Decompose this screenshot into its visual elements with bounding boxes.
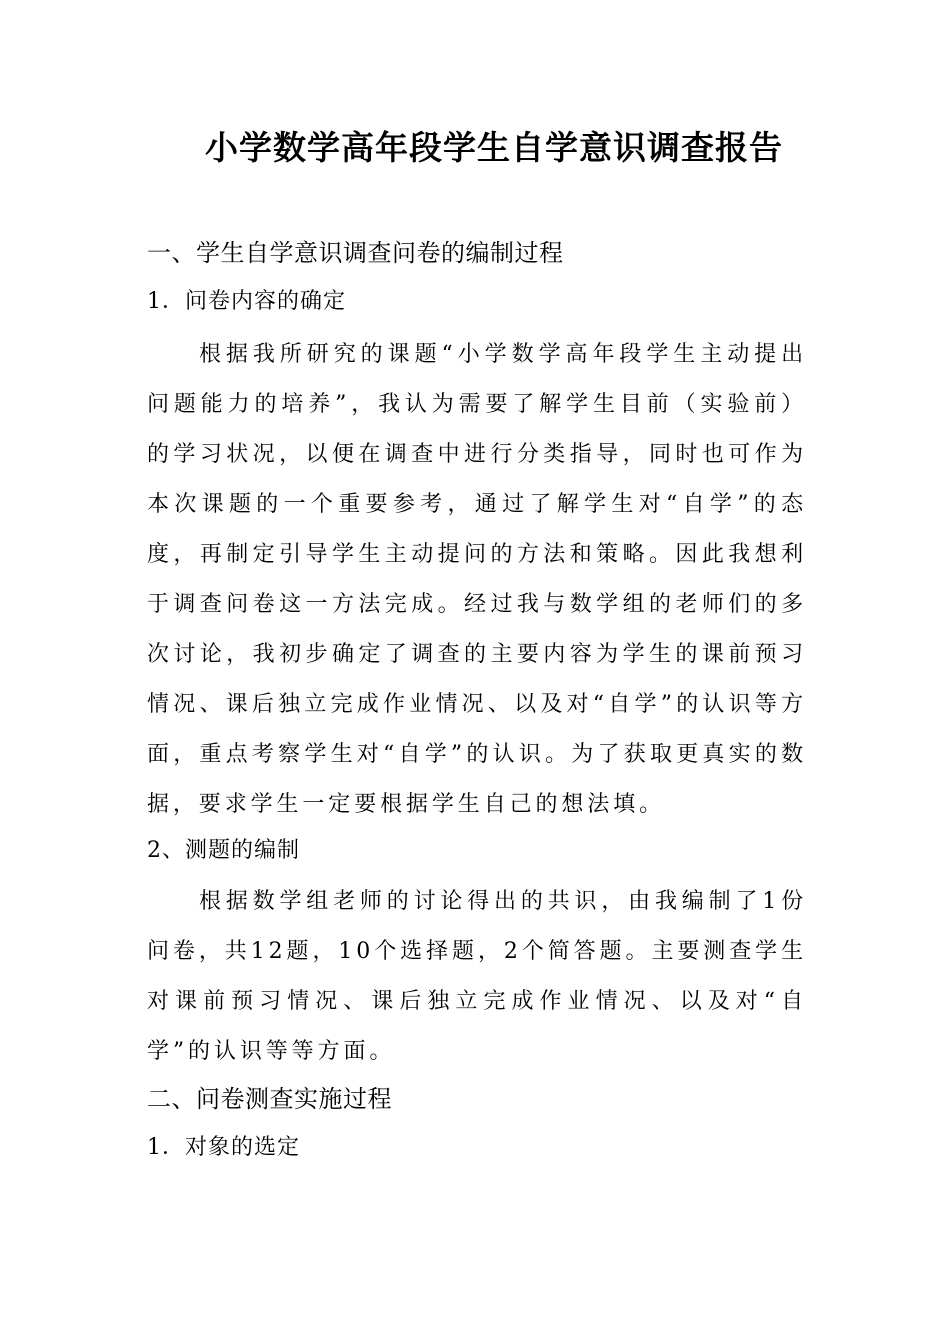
section-2-subheading-1: 1．对象的选定 [147, 1135, 300, 1160]
section-1-paragraph-1: 根据我所研究的课题“小学数学高年段学生主动提出问题能力的培养”，我认为需要了解学生目前（实验前）的学习状况，以便在调查中进行分类指导，同时也可作为本次课题的一个重要参考，通过了解学生对“自学”的态度，再制定引导学生主动提问的方法和策略。因此我想利于调查问卷这一方法完成。经过我与数学组的老师们的多次讨论，我初步确定了调查的主要内容为学生的课前预习情况、课后独立完成作业情况、以及对“自学”的认识等方面，重点考察学生对“自学”的认识。为了获取更真实的数据，要求学生一定要根据学生自己的想法填。 [147, 342, 807, 817]
section-1-heading: 一、学生自学意识调查问卷的编制过程 [147, 239, 564, 267]
section-1-subheading-2: 2、测题的编制 [147, 838, 300, 863]
document-title: 小学数学高年段学生自学意识调查报告 [205, 128, 783, 167]
section-2-heading: 二、问卷测查实施过程 [147, 1085, 392, 1113]
section-1-paragraph-2: 根据数学组老师的讨论得出的共识，由我编制了1份问卷，共12题，10个选择题，2个简答题。主要测查学生对课前预习情况、课后独立完成作业情况、以及对“自学”的认识等等方面。 [147, 889, 807, 1064]
section-1-subheading-1: 1．问卷内容的确定 [147, 289, 346, 314]
